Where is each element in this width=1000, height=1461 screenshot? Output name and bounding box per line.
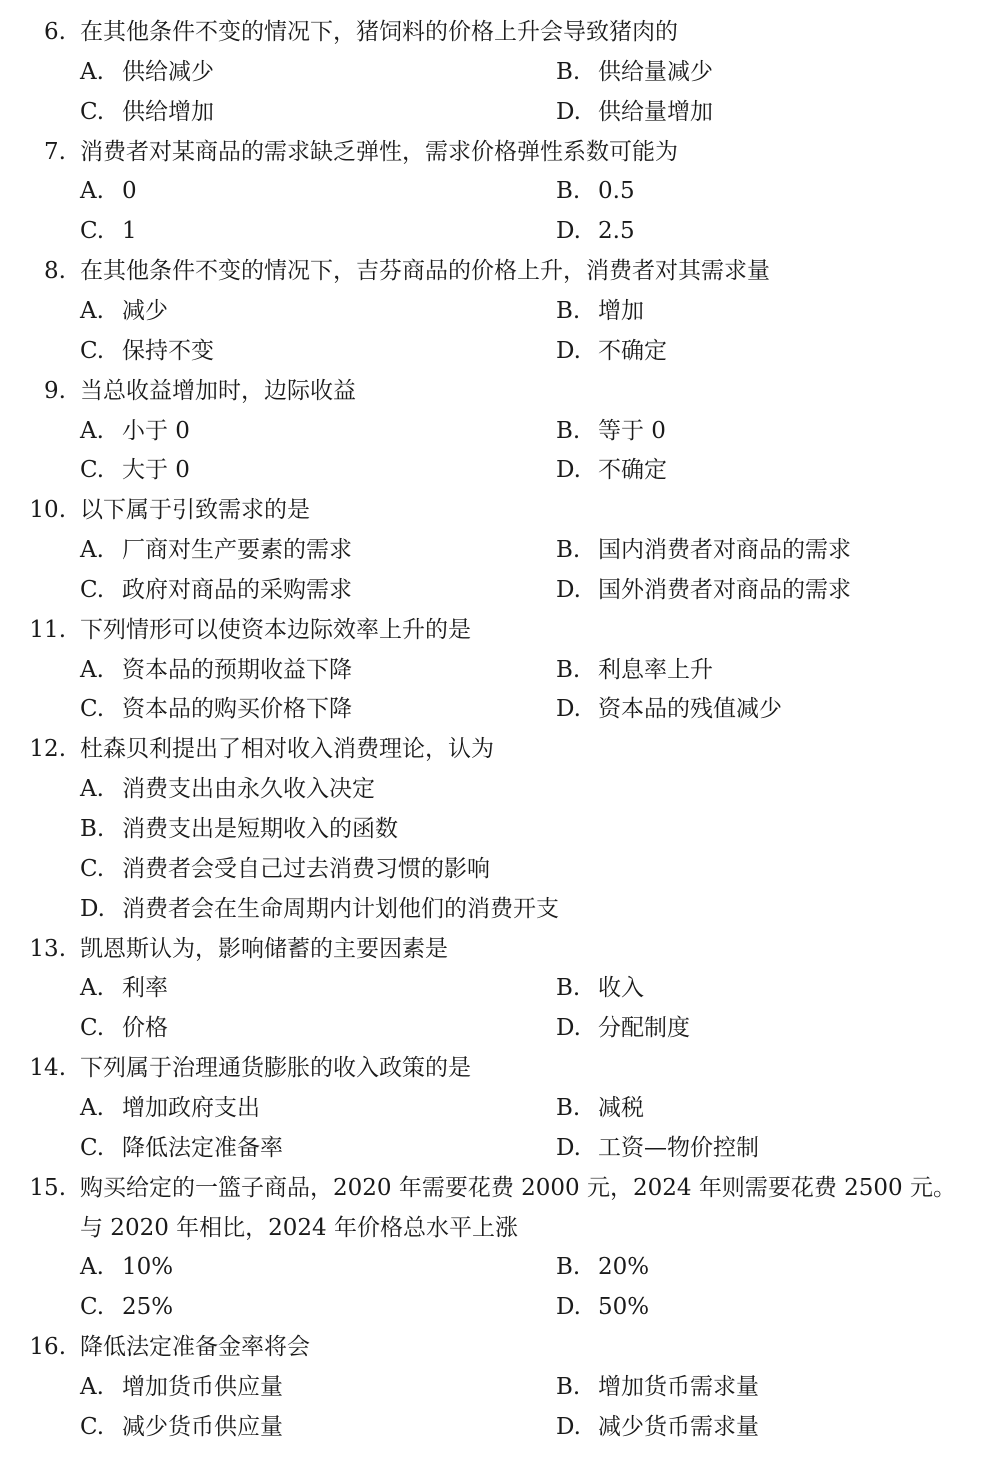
answer-option bbox=[80, 650, 352, 690]
option-text: 资本品的预期收益下降 bbox=[122, 656, 352, 683]
option-line bbox=[0, 1247, 1000, 1287]
question-stem-line bbox=[0, 132, 1000, 172]
answer-option bbox=[556, 171, 635, 211]
option-text: 20% bbox=[598, 1254, 650, 1281]
option-text: 增加 bbox=[598, 297, 644, 324]
answer-option bbox=[80, 92, 214, 132]
question-text: 与 2020 年相比，2024 年价格总水平上涨 bbox=[80, 1214, 518, 1241]
answer-option bbox=[80, 211, 137, 251]
question-stem-line bbox=[0, 12, 1000, 52]
answer-option bbox=[80, 1088, 260, 1128]
option-letter: B. bbox=[556, 178, 581, 205]
option-line bbox=[0, 968, 1000, 1008]
option-letter: C. bbox=[80, 1015, 105, 1042]
answer-option bbox=[556, 1247, 649, 1287]
question-stem-line bbox=[0, 929, 1000, 969]
answer-option bbox=[556, 1407, 759, 1447]
option-line bbox=[0, 889, 1000, 929]
option-letter: C. bbox=[80, 576, 105, 603]
option-line bbox=[0, 809, 1000, 849]
question-number: 7. bbox=[44, 138, 66, 165]
answer-option bbox=[556, 1008, 690, 1048]
answer-option bbox=[556, 92, 713, 132]
option-letter: B. bbox=[556, 1373, 581, 1400]
option-line bbox=[0, 411, 1000, 451]
option-text: 价格 bbox=[122, 1015, 168, 1042]
option-letter: D. bbox=[556, 1413, 581, 1440]
option-text: 减税 bbox=[598, 1094, 644, 1121]
option-letter: A. bbox=[80, 58, 104, 85]
answer-option bbox=[80, 171, 137, 211]
option-text: 国内消费者对商品的需求 bbox=[598, 537, 851, 564]
question-stem-line bbox=[0, 1208, 1000, 1248]
answer-option bbox=[556, 291, 644, 331]
option-letter: A. bbox=[80, 1373, 104, 1400]
answer-option bbox=[556, 331, 667, 371]
question-number: 16. bbox=[29, 1334, 66, 1361]
option-letter: B. bbox=[556, 1254, 581, 1281]
option-text: 政府对商品的采购需求 bbox=[122, 576, 352, 603]
option-text: 10% bbox=[122, 1254, 174, 1281]
question-text: 杜森贝利提出了相对收入消费理论，认为 bbox=[80, 736, 494, 763]
option-text: 供给减少 bbox=[122, 58, 214, 85]
answer-option bbox=[80, 1367, 283, 1407]
option-text: 2.5 bbox=[598, 218, 635, 245]
answer-option bbox=[556, 450, 667, 490]
option-text: 增加货币供应量 bbox=[122, 1373, 283, 1400]
option-line bbox=[0, 331, 1000, 371]
answer-option bbox=[556, 1128, 759, 1168]
answer-option bbox=[80, 769, 375, 809]
option-text: 增加货币需求量 bbox=[598, 1373, 759, 1400]
option-letter: A. bbox=[80, 537, 104, 564]
option-text: 资本品的购买价格下降 bbox=[122, 696, 352, 723]
option-letter: C. bbox=[80, 1413, 105, 1440]
answer-option bbox=[80, 1287, 173, 1327]
answer-option bbox=[80, 52, 214, 92]
answer-option bbox=[80, 530, 352, 570]
answer-option bbox=[80, 889, 559, 929]
option-text: 消费支出由永久收入决定 bbox=[122, 776, 375, 803]
question-stem-line bbox=[0, 371, 1000, 411]
answer-option bbox=[556, 570, 851, 610]
question-text: 当总收益增加时，边际收益 bbox=[80, 377, 356, 404]
answer-option bbox=[556, 1287, 649, 1327]
question-number: 14. bbox=[29, 1055, 66, 1082]
question-number: 10. bbox=[29, 497, 66, 524]
option-line bbox=[0, 1407, 1000, 1447]
option-letter: D. bbox=[556, 218, 581, 245]
option-text: 分配制度 bbox=[598, 1015, 690, 1042]
option-text: 供给量增加 bbox=[598, 98, 713, 125]
option-letter: D. bbox=[556, 576, 581, 603]
option-text: 25% bbox=[122, 1294, 174, 1321]
question-text: 下列情形可以使资本边际效率上升的是 bbox=[80, 616, 471, 643]
option-letter: C. bbox=[80, 457, 105, 484]
option-text: 供给增加 bbox=[122, 98, 214, 125]
question-number: 15. bbox=[29, 1174, 66, 1201]
option-letter: C. bbox=[80, 218, 105, 245]
option-line bbox=[0, 1008, 1000, 1048]
option-line bbox=[0, 689, 1000, 729]
answer-option bbox=[556, 411, 666, 451]
option-text: 大于 0 bbox=[122, 457, 190, 484]
option-letter: A. bbox=[80, 776, 104, 803]
option-text: 消费者会受自己过去消费习惯的影响 bbox=[122, 855, 490, 882]
option-line bbox=[0, 450, 1000, 490]
answer-option bbox=[80, 1008, 168, 1048]
question-text: 降低法定准备金率将会 bbox=[80, 1334, 310, 1361]
question-text: 以下属于引致需求的是 bbox=[80, 497, 310, 524]
option-line bbox=[0, 211, 1000, 251]
option-letter: A. bbox=[80, 417, 104, 444]
option-text: 利率 bbox=[122, 975, 168, 1002]
option-text: 工资—物价控制 bbox=[598, 1134, 759, 1161]
option-text: 供给量减少 bbox=[598, 58, 713, 85]
option-letter: D. bbox=[556, 696, 581, 723]
option-letter: D. bbox=[556, 1015, 581, 1042]
option-text: 国外消费者对商品的需求 bbox=[598, 576, 851, 603]
option-letter: A. bbox=[80, 1094, 104, 1121]
question-stem-line bbox=[0, 251, 1000, 291]
option-letter: B. bbox=[556, 537, 581, 564]
answer-option bbox=[556, 650, 713, 690]
option-letter: C. bbox=[80, 98, 105, 125]
option-line bbox=[0, 171, 1000, 211]
answer-option bbox=[80, 1407, 283, 1447]
option-text: 减少货币供应量 bbox=[122, 1413, 283, 1440]
question-number: 8. bbox=[44, 258, 66, 285]
option-letter: D. bbox=[556, 98, 581, 125]
option-text: 收入 bbox=[598, 975, 644, 1002]
answer-option bbox=[80, 809, 398, 849]
option-letter: B. bbox=[556, 656, 581, 683]
option-line bbox=[0, 769, 1000, 809]
option-letter: D. bbox=[556, 337, 581, 364]
option-letter: B. bbox=[556, 417, 581, 444]
option-text: 保持不变 bbox=[122, 337, 214, 364]
option-letter: A. bbox=[80, 178, 104, 205]
option-letter: B. bbox=[556, 58, 581, 85]
option-text: 减少 bbox=[122, 297, 168, 324]
question-text: 购买给定的一篮子商品，2020 年需要花费 2000 元，2024 年则需要花费 2500 元。 bbox=[80, 1174, 956, 1201]
option-text: 厂商对生产要素的需求 bbox=[122, 537, 352, 564]
option-letter: D. bbox=[556, 1134, 581, 1161]
question-text: 下列属于治理通货膨胀的收入政策的是 bbox=[80, 1055, 471, 1082]
option-letter: B. bbox=[80, 816, 105, 842]
option-letter: D. bbox=[556, 1294, 581, 1321]
answer-option bbox=[80, 968, 168, 1008]
option-text: 不确定 bbox=[598, 337, 667, 364]
option-text: 0 bbox=[122, 178, 137, 205]
question-number: 12. bbox=[29, 736, 66, 763]
question-text: 在其他条件不变的情况下，猪饲料的价格上升会导致猪肉的 bbox=[80, 19, 678, 45]
answer-option bbox=[80, 291, 168, 331]
option-line bbox=[0, 1367, 1000, 1407]
question-stem-line bbox=[0, 1327, 1000, 1367]
option-line bbox=[0, 650, 1000, 690]
question-text: 消费者对某商品的需求缺乏弹性，需求价格弹性系数可能为 bbox=[80, 138, 678, 165]
question-number: 6. bbox=[44, 19, 66, 45]
question-stem-line bbox=[0, 729, 1000, 769]
option-letter: C. bbox=[80, 1134, 105, 1161]
option-letter: A. bbox=[80, 297, 104, 324]
question-stem-line bbox=[0, 610, 1000, 650]
option-letter: B. bbox=[556, 1094, 581, 1121]
option-letter: C. bbox=[80, 1294, 105, 1321]
answer-option bbox=[556, 530, 851, 570]
answer-option bbox=[80, 1128, 283, 1168]
option-letter: D. bbox=[80, 895, 105, 922]
option-text: 小于 0 bbox=[122, 417, 190, 444]
option-text: 0.5 bbox=[598, 178, 635, 205]
option-line bbox=[0, 1088, 1000, 1128]
option-line bbox=[0, 1128, 1000, 1168]
answer-option bbox=[556, 689, 782, 729]
answer-option bbox=[80, 849, 490, 889]
option-text: 消费者会在生命周期内计划他们的消费开支 bbox=[122, 895, 559, 922]
option-text: 1 bbox=[122, 218, 137, 245]
question-stem-line bbox=[0, 1168, 1000, 1208]
answer-option bbox=[80, 1247, 173, 1287]
option-letter: C. bbox=[80, 337, 105, 364]
option-text: 增加政府支出 bbox=[122, 1094, 260, 1121]
answer-option bbox=[80, 331, 214, 371]
option-line bbox=[0, 92, 1000, 132]
option-line bbox=[0, 291, 1000, 331]
question-stem-line bbox=[0, 1048, 1000, 1088]
option-text: 50% bbox=[598, 1294, 650, 1321]
option-text: 利息率上升 bbox=[598, 656, 713, 683]
answer-option bbox=[80, 689, 352, 729]
option-letter: C. bbox=[80, 855, 105, 882]
answer-option bbox=[556, 52, 713, 92]
option-letter: A. bbox=[80, 656, 104, 683]
answer-option bbox=[556, 968, 644, 1008]
option-letter: A. bbox=[80, 975, 104, 1002]
question-text: 凯恩斯认为，影响储蓄的主要因素是 bbox=[80, 935, 448, 962]
question-stem-line bbox=[0, 490, 1000, 530]
option-text: 不确定 bbox=[598, 457, 667, 484]
option-letter: C. bbox=[80, 696, 105, 723]
answer-option bbox=[80, 570, 352, 610]
option-line bbox=[0, 849, 1000, 889]
answer-option bbox=[556, 211, 635, 251]
option-text: 降低法定准备率 bbox=[122, 1134, 283, 1161]
option-letter: B. bbox=[556, 297, 581, 324]
option-text: 等于 0 bbox=[598, 417, 666, 444]
option-letter: A. bbox=[80, 1254, 104, 1281]
answer-option bbox=[80, 450, 190, 490]
option-line bbox=[0, 1287, 1000, 1327]
question-number: 11. bbox=[29, 616, 66, 643]
option-line bbox=[0, 52, 1000, 92]
question-text: 在其他条件不变的情况下，吉芬商品的价格上升，消费者对其需求量 bbox=[80, 258, 770, 285]
option-line bbox=[0, 530, 1000, 570]
option-text: 资本品的残值减少 bbox=[598, 696, 782, 723]
option-letter: B. bbox=[556, 975, 581, 1002]
question-number: 9. bbox=[44, 377, 66, 404]
answer-option bbox=[556, 1088, 644, 1128]
option-line bbox=[0, 570, 1000, 610]
option-text: 消费支出是短期收入的函数 bbox=[122, 816, 398, 842]
question-number: 13. bbox=[29, 935, 66, 962]
option-letter: D. bbox=[556, 457, 581, 484]
answer-option bbox=[80, 411, 190, 451]
answer-option bbox=[556, 1367, 759, 1407]
option-text: 减少货币需求量 bbox=[598, 1413, 759, 1440]
